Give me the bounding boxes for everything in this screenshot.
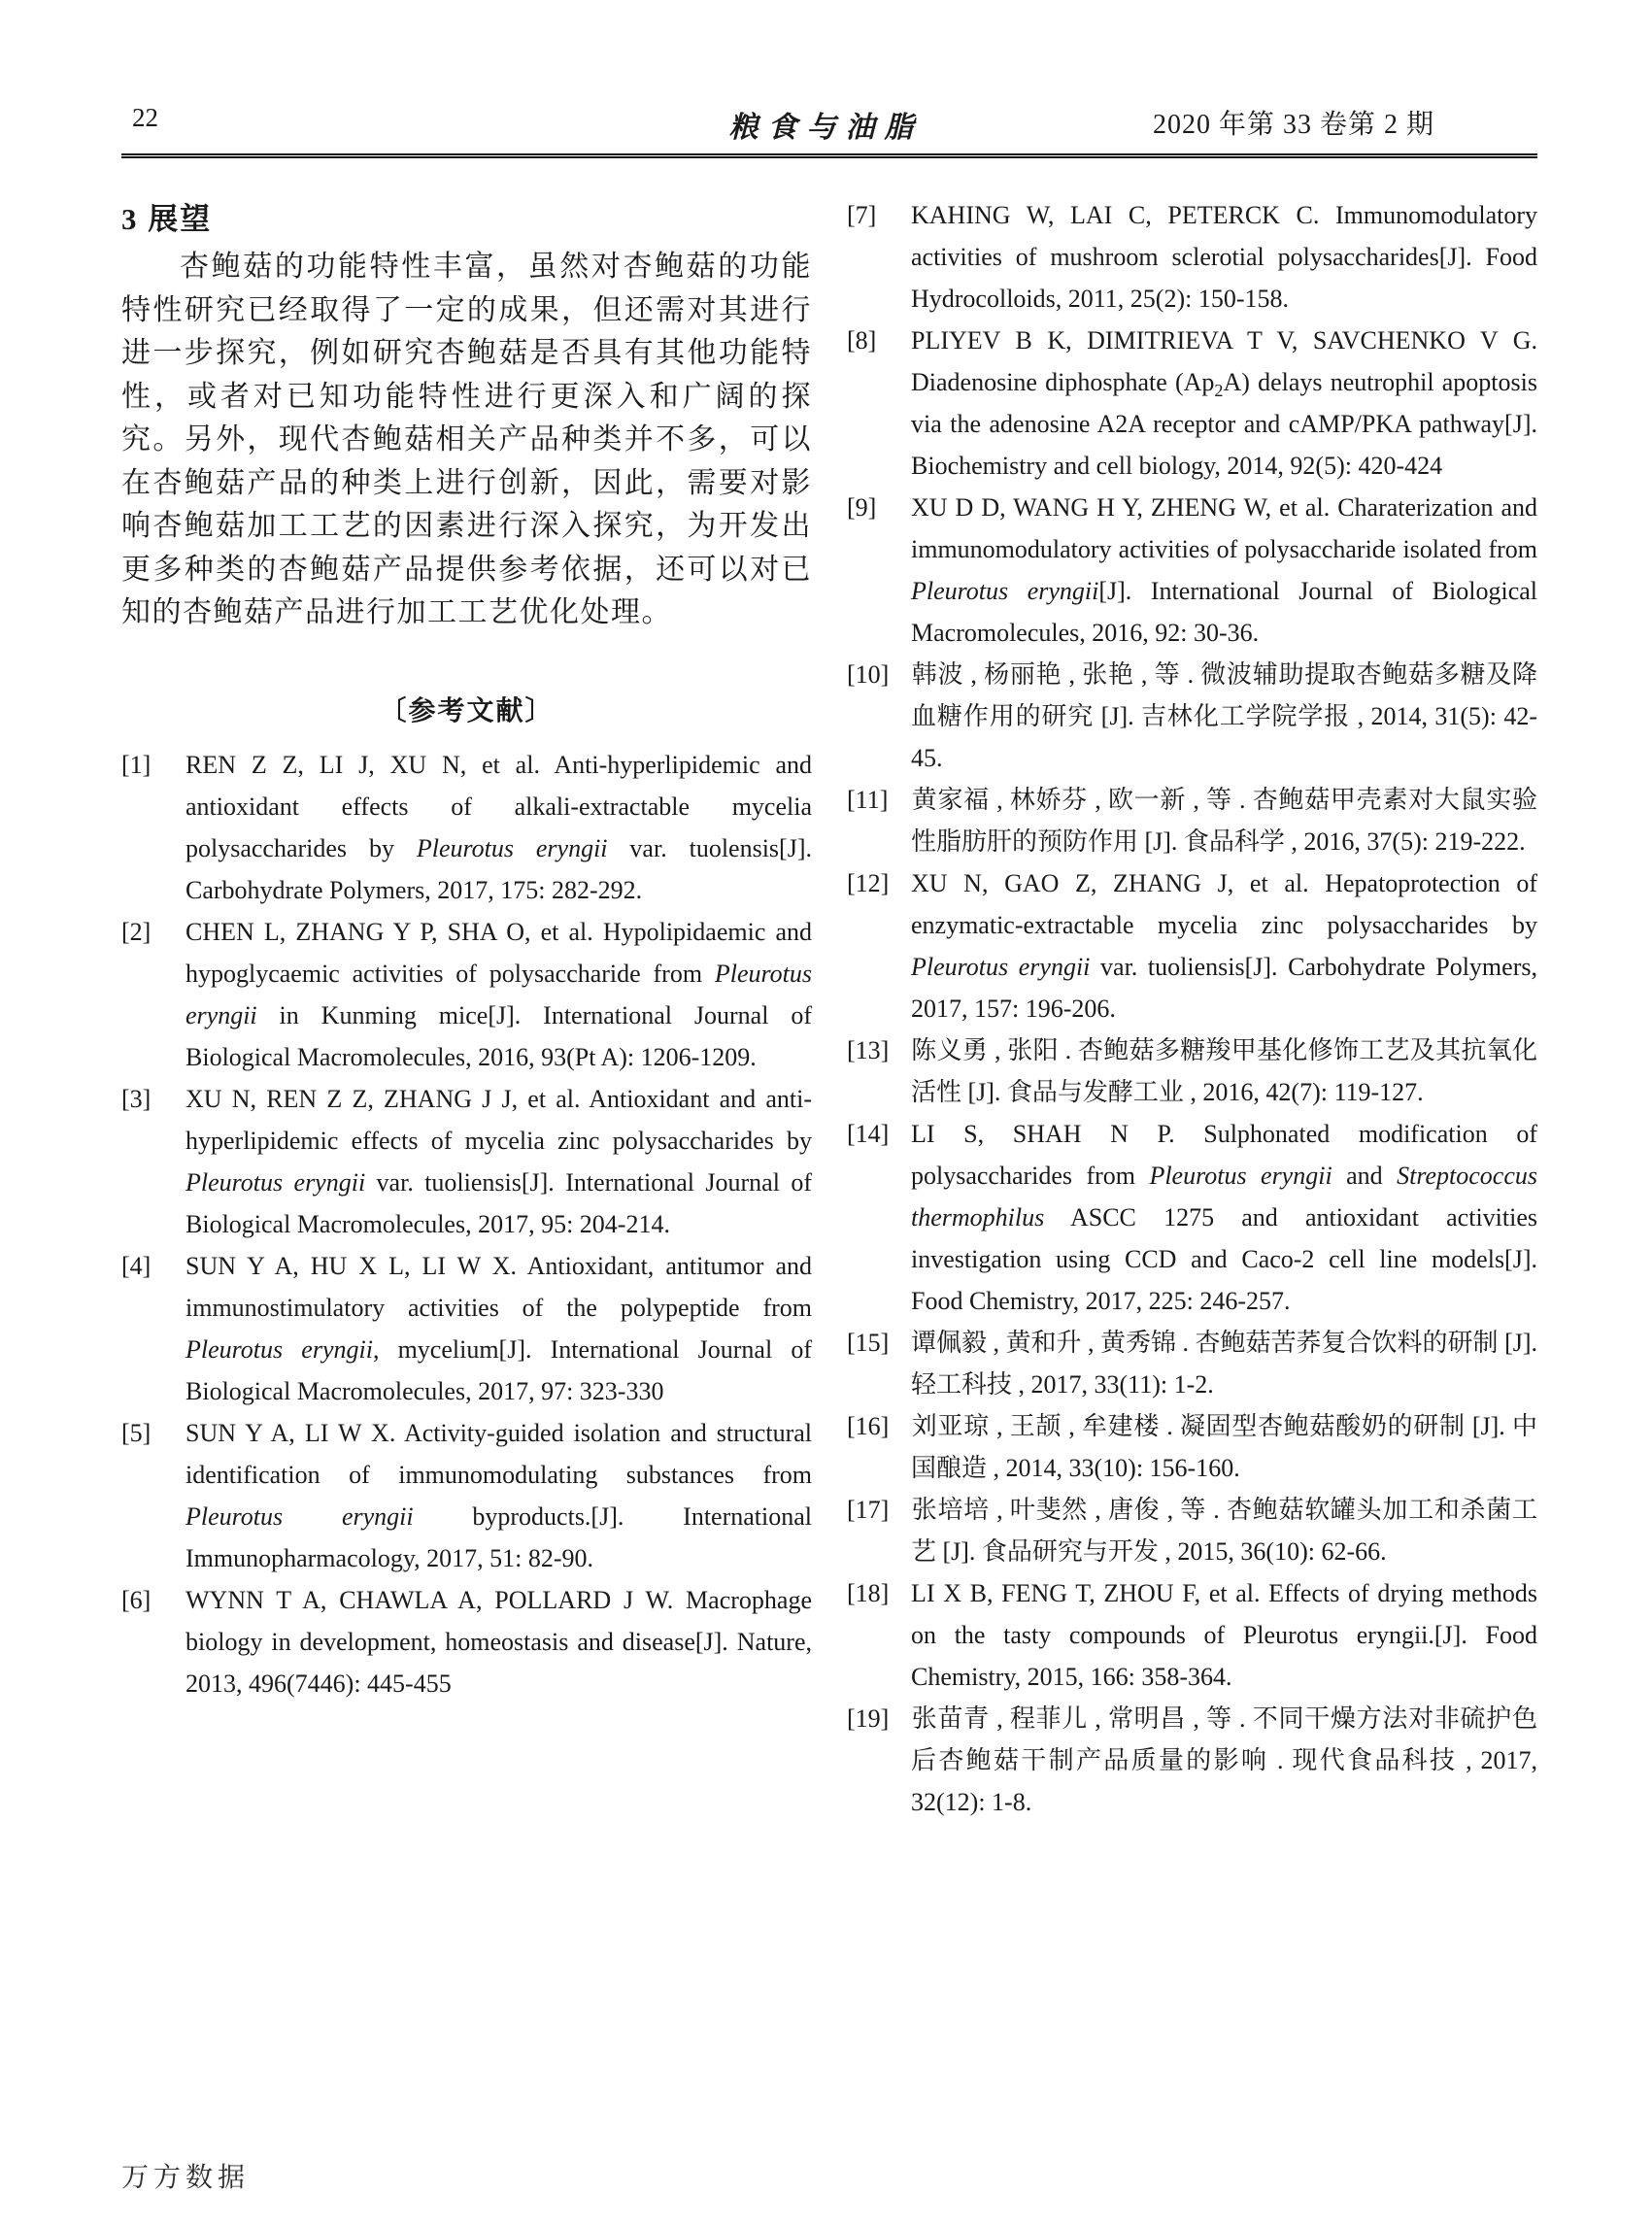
reference-text: var. tuolensis[J]. Carbohydrate Polymers, 2017, 175: 282-292. [185,833,812,904]
reference-text: byproducts.[J]. International Immunopharmacology, 2017, 51: 82-90. [185,1501,812,1572]
species-name: Pleurotus eryngii [911,953,1091,981]
header-rule [121,153,1537,158]
reference-item [847,779,1537,862]
reference-item [847,1489,1537,1572]
species-name: Pleurotus eryngii [185,1501,414,1531]
reference-text: [J]. International Journal of Biological Macromolecules, 2016, 92: 30-36. [911,577,1537,647]
reference-item [121,744,812,911]
reference-text: 刘亚琼 , 王颉 , 牟建楼 . 凝固型杏鲍菇酸奶的研制 [J]. 中国酿造 , 2014, 33(10): 156-160. [911,1412,1537,1482]
species-name: Streptococcus thermophilus [911,1162,1537,1231]
reference-label: [15] [847,1329,890,1357]
reference-item [121,1078,812,1245]
reference-text: REN Z Z, LI J, XU N, et al. Anti-hyperlipidemic and antioxidant effects of alkali-extractable mycelia polysaccharides by [185,750,812,862]
reference-text: SUN Y A, HU X L, LI W X. Antioxidant, antitumor and immunostimulatory activities of the polypeptide from [185,1251,812,1322]
reference-text: ASCC 1275 and antioxidant activities investigation using CCD and Caco-2 cell line models[J]. Food Chemistry, 2017, 225: 246-257. [911,1203,1537,1315]
issue-info: 2020 年第 33 卷第 2 期 [1152,110,1434,140]
reference-text: 张苗青 , 程菲儿 , 常明昌 , 等 . 不同干燥方法对非硫护色后杏鲍菇干制产品质量的影响 . 现代食品科技 , 2017, 32(12): 1-8. [911,1704,1537,1816]
reference-text: XU N, GAO Z, ZHANG J, et al. Hepatoprotection of enzymatic-extractable mycelia zinc polysaccharides by [911,869,1537,939]
references-list-left [121,744,812,1704]
reference-label: [12] [847,869,890,897]
species-name: Pleurotus eryngii [416,833,608,862]
reference-text: var. tuoliensis[J]. International Journal of Biological Macromolecules, 2017, 95: 204-214. [185,1167,812,1238]
reference-label: [14] [847,1120,890,1148]
reference-text: and [1332,1162,1398,1190]
reference-item [121,911,812,1078]
reference-text: CHEN L, ZHANG Y P, SHA O, et al. Hypolipidaemic and hypoglycaemic activities of polysaccharide from [185,917,812,988]
reference-text: 韩波 , 杨丽艳 , 张艳 , 等 . 微波辅助提取杏鲍菇多糖及降血糖作用的研究 [J]. 吉林化工学院学报 , 2014, 31(5): 42-45. [911,660,1537,772]
reference-item [847,654,1537,779]
reference-text: XU N, REN Z Z, ZHANG J J, et al. Antioxidant and anti-hyperlipidemic effects of mycelia zinc polysaccharides by [185,1084,812,1155]
reference-label: [13] [847,1036,890,1064]
reference-item [121,1245,812,1412]
reference-text: 黄家福 , 林娇芬 , 欧一新 , 等 . 杏鲍菇甲壳素对大鼠实验性脂肪肝的预防作用 [J]. 食品科学 , 2016, 37(5): 219-222. [911,786,1537,856]
reference-text: 谭佩毅 , 黄和升 , 黄秀锦 . 杏鲍菇苦荞复合饮料的研制 [J]. 轻工科技 , 2017, 33(11): 1-2. [911,1329,1537,1399]
reference-label: [4] [121,1251,152,1280]
reference-item [847,1698,1537,1823]
section-heading: 3 展望 [121,202,213,236]
outlook-paragraph: 杏鲍菇的功能特性丰富，虽然对杏鲍菇的功能特性研究已经取得了一定的成果，但还需对其进行进一步探究，例如研究杏鲍菇是否具有其他功能特性，或者对已知功能特性进行更深入和广阔的探究。另外，现代杏鲍菇相关产品种类并不多，可以在杏鲍菇产品的种类上进行创新，因此，需要对影响杏鲍菇加工工艺的因素进行深入探究，为开发出更多种类的杏鲍菇产品提供参考依据，还可以对已知的杏鲍菇产品进行加工工艺优化处理。 [121,251,812,628]
reference-text: PLIYEV B K, DIMITRIEVA T V, SAVCHENKO V G. Diadenosine diphosphate (Ap [911,326,1537,396]
reference-item [847,862,1537,1029]
reference-text: LI X B, FENG T, ZHOU F, et al. Effects of drying methods on the tasty compounds of Pleurotus eryngii.[J]. Food Chemistry, 2015, 166: 358-364. [911,1579,1537,1691]
reference-label: [8] [847,326,877,354]
reference-label: [7] [847,201,877,229]
watermark: 万方数据 [121,2162,251,2192]
references-list-right [847,194,1537,1823]
reference-text: , mycelium[J]. International Journal of Biological Macromolecules, 2017, 97: 323-330 [185,1334,812,1405]
reference-text: KAHING W, LAI C, PETERCK C. Immunomodulatory activities of mushroom sclerotial polysaccharides[J]. Food Hydrocolloids, 2011, 25(2): 150-158. [911,201,1537,313]
reference-label: [9] [847,493,877,522]
page-number: 22 [132,103,158,132]
reference-label: [19] [847,1704,890,1733]
reference-text: WYNN T A, CHAWLA A, POLLARD J W. Macrophage biology in development, homeostasis and disease[J]. Nature, 2013, 496(7446): 445-455 [185,1585,812,1698]
reference-text: 陈义勇 , 张阳 . 杏鲍菇多糖羧甲基化修饰工艺及其抗氧化活性 [J]. 食品与发酵工业 , 2016, 42(7): 119-127. [911,1036,1537,1106]
reference-text: 2 [1214,381,1224,401]
reference-label: [17] [847,1496,890,1524]
reference-label: [10] [847,660,890,689]
reference-item [847,1029,1537,1113]
references-heading: 〔参考文献〕 [379,695,555,726]
species-name: Pleurotus eryngii [185,959,812,1029]
reference-label: [11] [847,786,889,814]
reference-text: var. tuoliensis[J]. Carbohydrate Polymers, 2017, 157: 196-206. [911,953,1537,1023]
reference-item [847,194,1537,320]
species-name: Pleurotus eryngii [185,1334,373,1364]
reference-text: A) delays neutrophil apoptosis via the adenosine A2A receptor and cAMP/PKA pathway[J]. Biochemistry and cell biology, 2014, 92(5): 420-424 [911,368,1537,480]
species-name: Pleurotus eryngii [1149,1162,1332,1190]
reference-label: [3] [121,1084,152,1113]
reference-item [847,487,1537,654]
reference-text: XU D D, WANG H Y, ZHENG W, et al. Charaterization and immunomodulatory activities of polysaccharide isolated from [911,493,1537,563]
reference-item [847,1113,1537,1322]
species-name: Pleurotus eryngii [185,1167,366,1197]
right-column [847,194,1537,1823]
reference-label: [1] [121,750,152,779]
reference-label: [2] [121,917,152,946]
reference-text: LI S, SHAH N P. Sulphonated modification of polysaccharides from [911,1120,1537,1190]
reference-label: [6] [121,1585,152,1614]
journal-title: 粮食与油脂 [728,112,924,144]
reference-label: [16] [847,1412,890,1440]
reference-text: SUN Y A, LI W X. Activity-guided isolation and structural identification of immunomodulating substances from [185,1418,812,1489]
species-name: Pleurotus eryngii [911,577,1099,605]
reference-label: [5] [121,1418,152,1447]
reference-item [121,1579,812,1704]
reference-text: in Kunming mice[J]. International Journal of Biological Macromolecules, 2016, 93(Pt A): 1206-1209. [185,1000,812,1071]
reference-item [847,1322,1537,1405]
reference-label: [18] [847,1579,890,1607]
reference-item [121,1412,812,1579]
content-columns [121,194,1537,1823]
reference-item [847,1572,1537,1698]
reference-text: 张培培 , 叶斐然 , 唐俊 , 等 . 杏鲍菇软罐头加工和杀菌工艺 [J]. 食品研究与开发 , 2015, 36(10): 62-66. [911,1496,1537,1566]
left-column [121,194,812,1704]
page-header [0,103,1652,142]
reference-item [847,320,1537,487]
reference-item [847,1405,1537,1489]
